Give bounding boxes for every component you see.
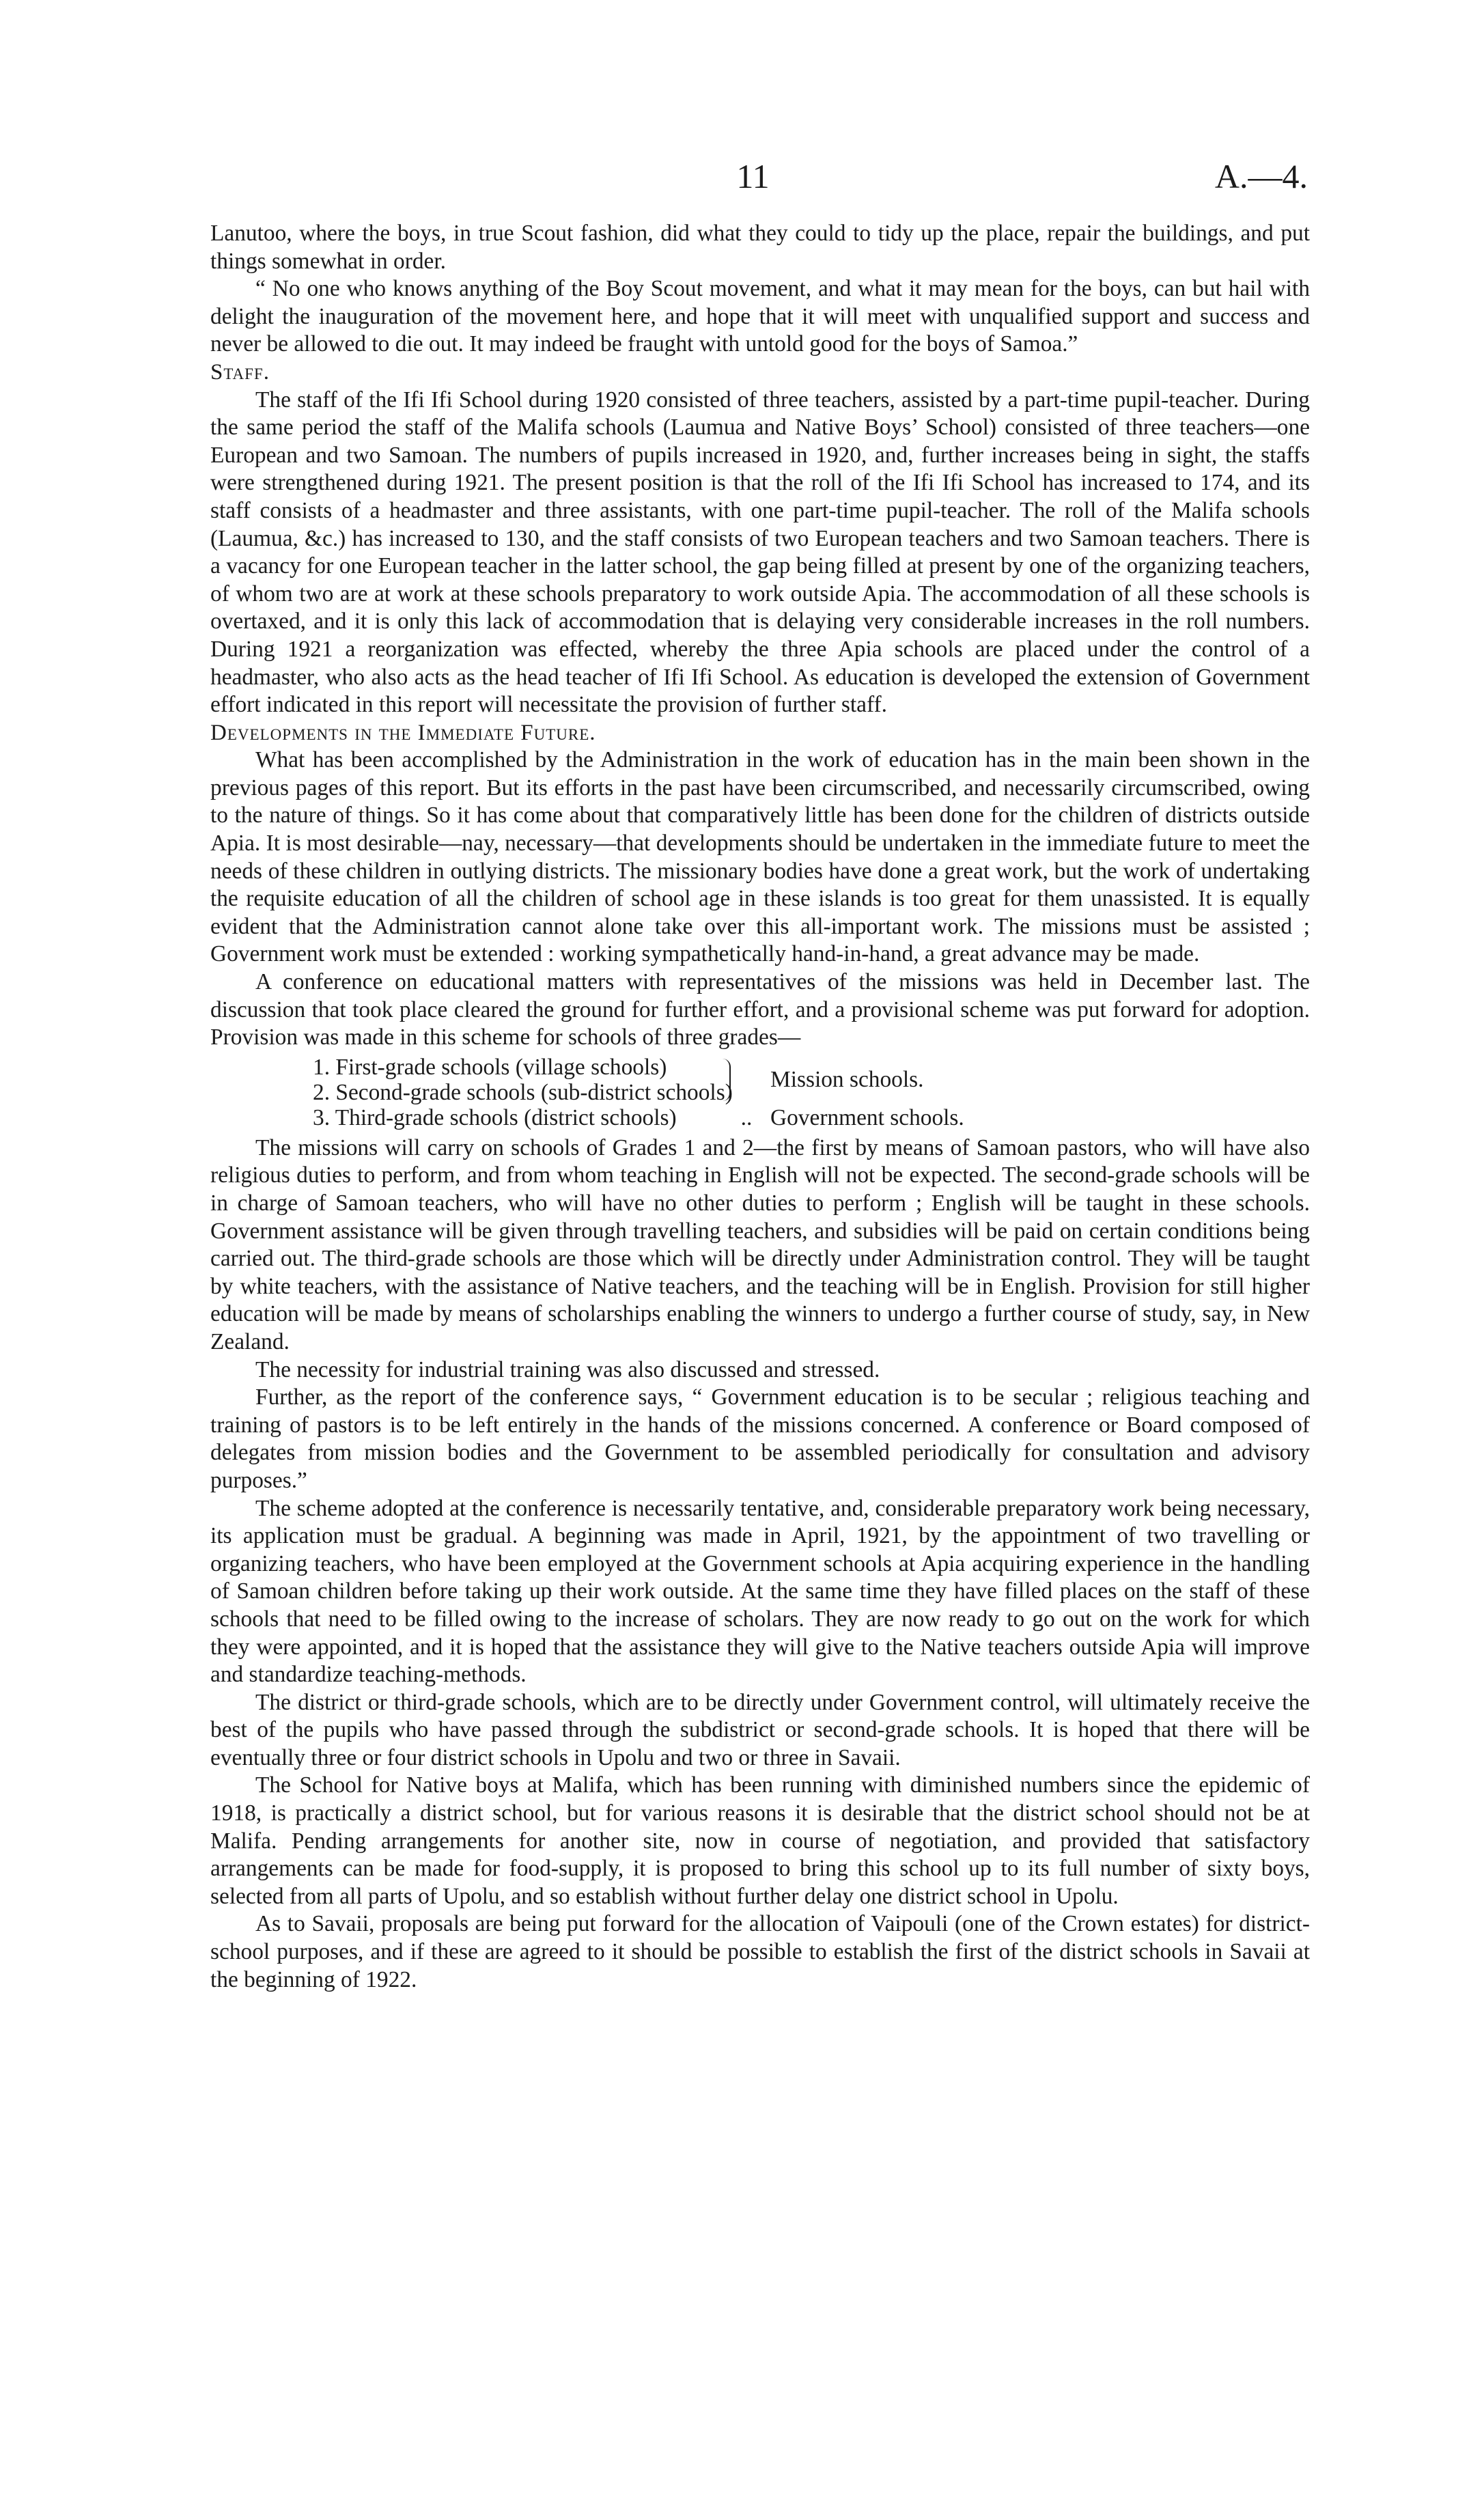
grade-item: 1. First-grade schools (village schools) [313,1054,667,1080]
paragraph: The district or third-grade schools, which are to be directly under Government control, will ultimately receive the best of the pupils who have passed through the subdistrict or second-grade schools. It is hoped that there will be eventually three or four district schools in Upolu and two or three in Savaii. [210,1689,1310,1770]
paragraph: The necessity for industrial training was also discussed and stressed. [255,1356,880,1382]
mission-schools-label: Mission schools. [770,1067,924,1093]
page-header [198,156,1308,204]
paragraph: What has been accomplished by the Administration in the work of education has in the main been shown in the previous pages of this report. But its efforts in the past have been circumscribed, and necessarily circumscribed, owing to the nature of things. So it has come about that comparatively little has been done for the children of districts outside Apia. It is most desirable—nay, necessary—that developments should be undertaken in the immediate future to meet the needs of these children in outlying districts. The missionary bodies have done a great work, but the work of undertaking the requisite education of all the children of school age in these islands is too great for them unassisted. It is equally evident that the Administration cannot alone take over this all-important work. The missions must be assisted ; Government work must be extended : working sympathetically hand-in-hand, a great advance may be made. [210,747,1310,967]
document-reference: A.—4. [1214,157,1308,195]
school-grades-list [313,1055,1310,1130]
paragraph: The missions will carry on schools of Grades 1 and 2—the first by means of Samoan pastors, who will have also religious duties to perform, and from whom teaching in English will not be expected. The second-grade schools will be in charge of Samoan teachers, who will have no other duties to perform ; English will be taught in these schools. Government assistance will be given through travelling teachers, and subsidies will be paid on certain conditions being carried out. The third-grade schools are those which will be directly under Administration control. They will be taught by white teachers, with the assistance of Native teachers, and the teaching will be in English. Provision for still higher education will be made by means of scholarships enabling the winners to undergo a further course of study, say, in New Zealand. [210,1134,1310,1354]
page-number: 11 [736,157,770,195]
grade-item: 3. Third-grade schools (district schools) [313,1104,677,1130]
section-heading-developments: Developments in the Immediate Future. [210,720,596,745]
paragraph: Further, as the report of the conference says, “ Government education is to be secular ; religious teaching and training of pastors is to be left entirely in the hands of the missions concerned. A conference or Board composed of delegates from mission bodies and the Government to be assembled periodically for consultation and advisory purposes.” [210,1384,1310,1493]
brace [723,1055,770,1105]
paragraph: “ No one who knows anything of the Boy Scout movement, and what it may mean for the boys, can but hail with delight the inauguration of the movement here, and hope that it will meet with unqualified support and success and never be allowed to die out. It may indeed be fraught with untold good for the boys of Samoa.” [210,276,1310,357]
body-text [210,220,1310,1994]
paragraph: As to Savaii, proposals are being put forward for the allocation of Vaipouli (one of the Crown estates) for district-school purposes, and if these are agreed to it should be possible to establish the first of the district schools in Savaii at the beginning of 1922. [210,1911,1310,1992]
grade-item: 2. Second-grade schools (sub-district schools) [313,1079,733,1105]
brace-mark [723,1059,731,1101]
paragraph: The School for Native boys at Malifa, which has been running with diminished numbers since the epidemic of 1918, is practically a district school, but for various reasons it is desirable that the district school should not be at Malifa. Pending arrangements for another site, now in course of negotiation, and provided that satisfactory arrangements can be made for food-supply, it is proposed to bring this school up to its full number of sixty boys, selected from all parts of Upolu, and so establish without further delay one district school in Upolu. [210,1772,1310,1909]
paragraph: Lanutoo, where the boys, in true Scout fashion, did what they could to tidy up the place, repair the buildings, and put things somewhat in order. [210,221,1310,274]
paragraph: The scheme adopted at the conference is necessarily tentative, and, considerable preparatory work being necessary, its application must be gradual. A beginning was made in April, 1921, by the appointment of two travelling or organizing teachers, who have been employed at the Government schools at Apia acquiring experience in the handling of Samoan children before taking up their work outside. At the same time they have filled places on the staff of these schools that need to be filled owing to the increase of scholars. They are now ready to go out on the work for which they were appointed, and it is hoped that the assistance they will give to the Native teachers outside Apia will improve and standardize teaching-methods. [210,1495,1310,1688]
paragraph: The staff of the Ifi Ifi School during 1920 consisted of three teachers, assisted by a part-time pupil-teacher. During the same period the staff of the Malifa schools (Laumua and Native Boys’ School) consisted of three teachers—one European and two Samoan. The numbers of pupils increased in 1920, and, further increases being in sight, the staffs were strengthened during 1921. The present position is that the roll of the Ifi Ifi School has increased to 174, and its staff consists of a headmaster and three assistants, with one part-time pupil-teacher. The roll of the Malifa schools (Laumua, &c.) has increased to 130, and the staff consists of two European teachers and two Samoan teachers. There is a vacancy for one European teacher in the latter school, the gap being filled at present by one of the organizing teachers, of whom two are at work at these schools preparatory to work outside Apia. The accommodation of all these schools is overtaxed, and it is only this lack of accommodation that is delaying very considerable increases in the roll numbers. During 1921 a reorganization was effected, whereby the three Apia schools are placed under the control of a headmaster, who also acts as the head teacher of Ifi Ifi School. As education is developed the extension of Government effort indicated in this report will necessitate the provision of further staff. [210,387,1310,718]
leader-dots: .. [740,1104,753,1130]
section-heading-staff: Staff. [210,359,270,385]
paragraph: A conference on educational matters with representatives of the missions was held in December last. The discussion that took place cleared the ground for further effort, and a provisional scheme was put forward for adoption. Provision was made in this scheme for schools of three grades— [210,969,1310,1050]
government-schools-label: Government schools. [770,1104,964,1130]
